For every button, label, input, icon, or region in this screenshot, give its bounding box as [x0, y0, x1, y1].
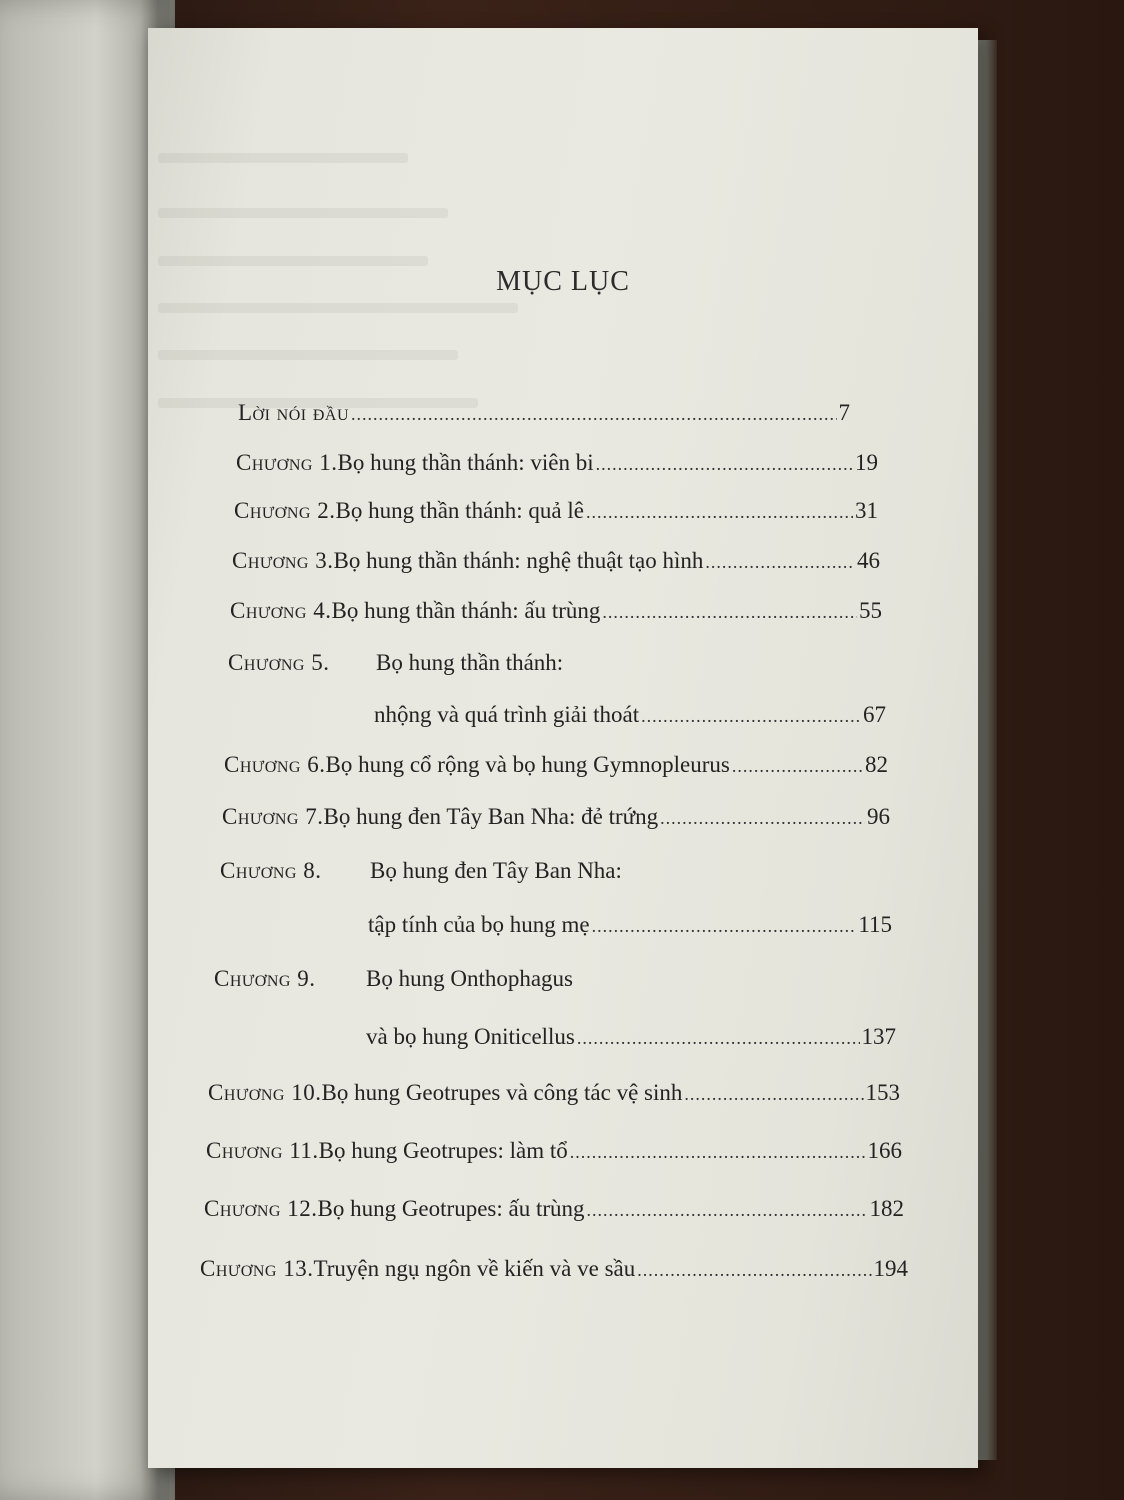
dot-leader [684, 1084, 863, 1105]
entry-title-continued: tập tính của bọ hung mẹ [368, 912, 590, 937]
entry-label: Chương 1. [236, 450, 338, 475]
entry-title: Bọ hung cổ rộng và bọ hung Gymnopleurus [325, 752, 730, 777]
dot-leader [592, 916, 857, 937]
toc-entry-preface [238, 400, 850, 426]
page-number: 96 [867, 804, 890, 829]
entry-title: Truyện ngụ ngôn về kiến và ve sầu [313, 1256, 636, 1281]
dot-leader [637, 1260, 871, 1281]
entry-title: Bọ hung Onthophagus [366, 966, 573, 991]
entry-title: Bọ hung đen Tây Ban Nha: [370, 858, 622, 883]
entry-title: Bọ hung Geotrupes và công tác vệ sinh [321, 1080, 683, 1105]
toc-entry-chapter-2 [234, 498, 878, 524]
dot-leader [351, 404, 836, 425]
dot-leader [641, 706, 861, 727]
entry-title-continued: và bọ hung Oniticellus [366, 1024, 575, 1049]
entry-label: Chương 11. [206, 1138, 319, 1163]
toc-entry-chapter-10 [208, 1080, 900, 1106]
entry-label: Lời nói đầu [238, 400, 350, 425]
page-number: 67 [863, 702, 886, 727]
toc-entry-chapter-1 [236, 450, 878, 476]
entry-label: Chương 9. [214, 966, 316, 991]
entry-title: Bọ hung đen Tây Ban Nha: đẻ trứng [323, 804, 659, 829]
page-number: 82 [865, 752, 888, 777]
toc-entry-chapter-11 [206, 1138, 902, 1164]
dot-leader [602, 602, 857, 623]
page-number: 153 [865, 1080, 900, 1105]
entry-title: Bọ hung Geotrupes: ấu trùng [317, 1196, 585, 1221]
entry-title: Bọ hung thần thánh: viên bi [337, 450, 594, 475]
toc-entry-chapter-5-continued [374, 702, 886, 728]
entry-title: Bọ hung thần thánh: quả lê [335, 498, 584, 523]
dot-leader [660, 808, 865, 829]
page-number: 182 [869, 1196, 904, 1221]
toc-entry-chapter-7 [222, 804, 890, 830]
page-number: 166 [867, 1138, 902, 1163]
entry-title-continued: nhộng và quá trình giải thoát [374, 702, 640, 727]
entry-label: Chương 8. [220, 858, 322, 883]
toc-entry-chapter-13 [200, 1256, 908, 1282]
entry-label: Chương 7. [222, 804, 324, 829]
page-number: 31 [855, 498, 878, 523]
entry-label: Chương 2. [234, 498, 336, 523]
entry-label: Chương 5. [228, 650, 330, 675]
entry-title: Bọ hung thần thánh: [376, 650, 564, 675]
dot-leader [705, 552, 855, 573]
dot-leader [732, 756, 863, 777]
toc-entry-chapter-6 [224, 752, 888, 778]
page-number: 46 [857, 548, 880, 573]
entry-title: Bọ hung thần thánh: ấu trùng [331, 598, 601, 623]
entry-label: Chương 13. [200, 1256, 314, 1281]
entry-title: Bọ hung thần thánh: nghệ thuật tạo hình [333, 548, 704, 573]
entry-label: Chương 6. [224, 752, 326, 777]
toc-entry-chapter-9 [214, 966, 894, 992]
dot-leader [587, 1200, 868, 1221]
page-number: 115 [858, 912, 892, 937]
toc-entry-chapter-8 [220, 858, 890, 884]
dot-leader [570, 1142, 866, 1163]
toc-entry-chapter-3 [232, 548, 880, 574]
dot-leader [577, 1028, 860, 1049]
dot-leader [586, 502, 853, 523]
page-number: 7 [838, 400, 850, 425]
toc-entry-chapter-8-continued [368, 912, 892, 938]
entry-label: Chương 12. [204, 1196, 318, 1221]
dot-leader [596, 454, 853, 475]
page-number: 19 [855, 450, 878, 475]
entry-label: Chương 3. [232, 548, 334, 573]
toc-entry-chapter-12 [204, 1196, 904, 1222]
entry-title: Bọ hung Geotrupes: làm tổ [318, 1138, 568, 1163]
page-number: 194 [873, 1256, 908, 1281]
toc-entry-chapter-5 [228, 650, 888, 676]
toc-entry-chapter-9-continued [366, 1024, 896, 1050]
entry-label: Chương 4. [230, 598, 332, 623]
page-number: 55 [859, 598, 882, 623]
entry-label: Chương 10. [208, 1080, 322, 1105]
page-number: 137 [861, 1024, 896, 1049]
toc-entry-chapter-4 [230, 598, 882, 624]
page-title: MỤC LỤC [496, 266, 630, 297]
